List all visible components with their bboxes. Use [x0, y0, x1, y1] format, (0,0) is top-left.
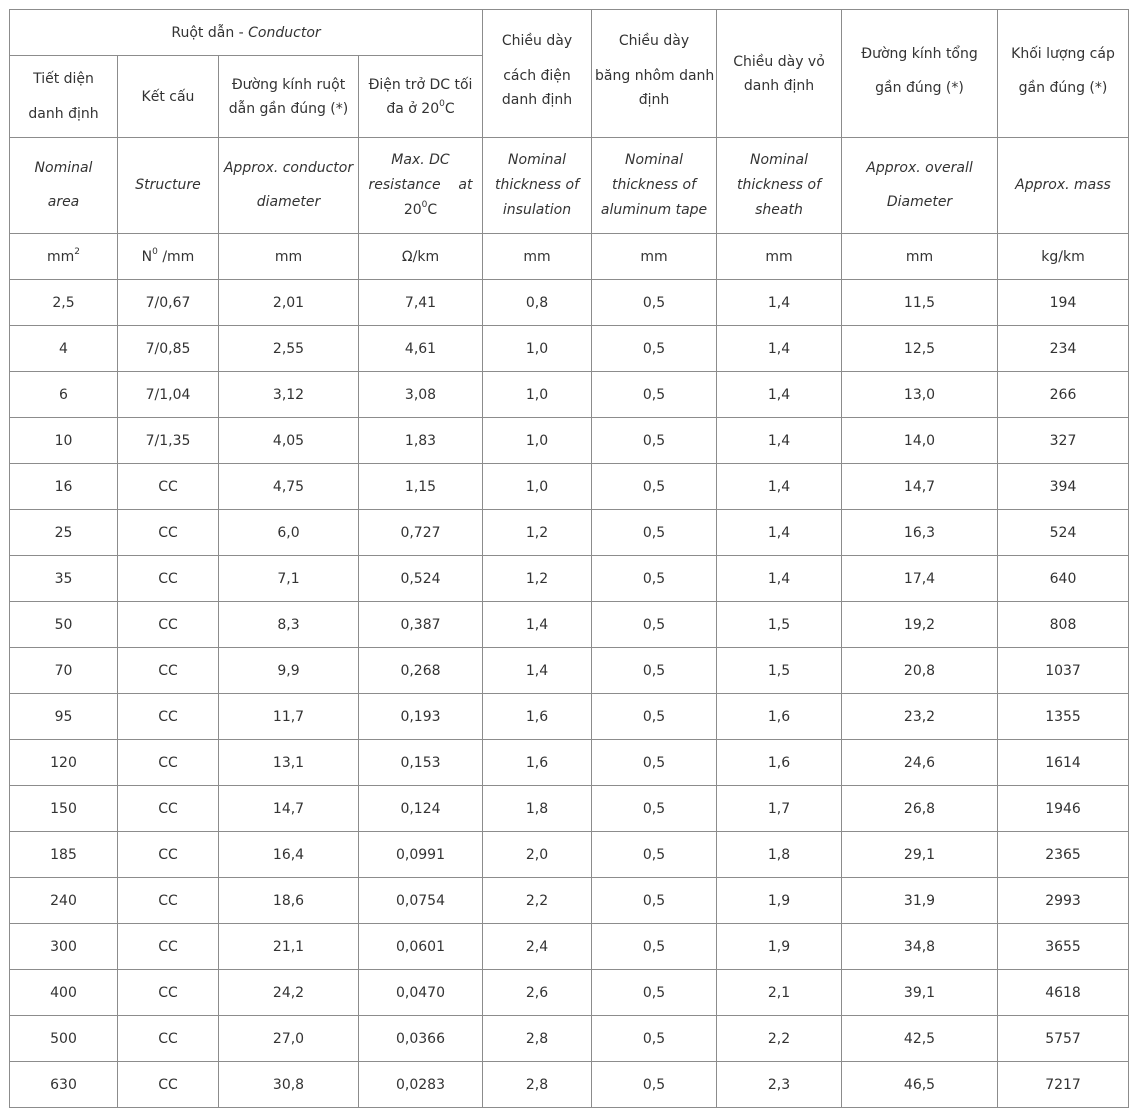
table-cell: 0,0470: [359, 970, 483, 1016]
table-cell: 4618: [998, 970, 1129, 1016]
table-cell: 7/0,67: [118, 280, 219, 326]
header-en-overall-diameter: Approx. overall Diameter: [842, 138, 998, 234]
table-cell: 1,0: [483, 464, 592, 510]
table-cell: 1,9: [717, 924, 842, 970]
unit-insulation-thickness: mm: [483, 234, 592, 280]
table-cell: 14,7: [842, 464, 998, 510]
table-cell: 12,5: [842, 326, 998, 372]
table-cell: 1,4: [483, 648, 592, 694]
table-row: [10, 418, 1129, 464]
header-en-dc-resistance: Max. DC resistance at $20^0C$: [359, 138, 483, 234]
table-cell: 1946: [998, 786, 1129, 832]
table-cell: 0,268: [359, 648, 483, 694]
table-cell: 13,1: [219, 740, 359, 786]
table-row: [10, 602, 1129, 648]
table-cell: 640: [998, 556, 1129, 602]
header-en-nominal-area: Nominal area: [10, 138, 118, 234]
unit-sheath-thickness: mm: [717, 234, 842, 280]
table-cell: 0,5: [592, 1062, 717, 1108]
table-cell: 1037: [998, 648, 1129, 694]
unit-conductor-diameter: mm: [219, 234, 359, 280]
table-cell: 1,4: [717, 372, 842, 418]
table-cell: CC: [118, 602, 219, 648]
table-cell: 500: [10, 1016, 118, 1062]
table-row: [10, 648, 1129, 694]
table-cell: 1,4: [717, 326, 842, 372]
table-cell: 3655: [998, 924, 1129, 970]
table-cell: 1,4: [717, 556, 842, 602]
table-cell: 21,1: [219, 924, 359, 970]
table-cell: 2,3: [717, 1062, 842, 1108]
table-row: [10, 924, 1129, 970]
table-cell: 1,5: [717, 602, 842, 648]
table-cell: CC: [118, 1062, 219, 1108]
table-cell: 16: [10, 464, 118, 510]
table-cell: 2,0: [483, 832, 592, 878]
table-cell: 2,8: [483, 1062, 592, 1108]
table-row: [10, 740, 1129, 786]
table-cell: 2,5: [10, 280, 118, 326]
table-row: [10, 556, 1129, 602]
table-cell: 0,5: [592, 372, 717, 418]
header-en-mass: Approx. mass: [998, 138, 1129, 234]
table-cell: 7,41: [359, 280, 483, 326]
table-cell: 7,1: [219, 556, 359, 602]
table-cell: 0,0754: [359, 878, 483, 924]
table-cell: 150: [10, 786, 118, 832]
unit-aluminum-tape-thickness: mm: [592, 234, 717, 280]
table-cell: 185: [10, 832, 118, 878]
header-en-structure: Structure: [118, 138, 219, 234]
table-cell: 1,6: [717, 694, 842, 740]
table-cell: 327: [998, 418, 1129, 464]
table-cell: 1,0: [483, 418, 592, 464]
table-cell: 5757: [998, 1016, 1129, 1062]
table-cell: 1,8: [483, 786, 592, 832]
table-cell: 2,6: [483, 970, 592, 1016]
header-vn-aluminum-tape-thickness: Chiều dày băng nhôm danh định: [592, 10, 717, 138]
table-cell: CC: [118, 740, 219, 786]
table-cell: 0,5: [592, 740, 717, 786]
table-cell: 1,7: [717, 786, 842, 832]
table-row: [10, 1016, 1129, 1062]
table-row: [10, 786, 1129, 832]
header-group-row: [10, 10, 1129, 56]
table-cell: 29,1: [842, 832, 998, 878]
table-cell: 1,4: [717, 280, 842, 326]
table-cell: 24,2: [219, 970, 359, 1016]
table-cell: 1,0: [483, 326, 592, 372]
table-cell: 4: [10, 326, 118, 372]
table-cell: 95: [10, 694, 118, 740]
table-cell: 2,1: [717, 970, 842, 1016]
table-cell: 0,153: [359, 740, 483, 786]
table-cell: 7/1,04: [118, 372, 219, 418]
table-cell: 1,9: [717, 878, 842, 924]
table-cell: 1,6: [483, 740, 592, 786]
table-cell: 240: [10, 878, 118, 924]
table-cell: 9,9: [219, 648, 359, 694]
table-cell: 2,2: [717, 1016, 842, 1062]
table-cell: 1,2: [483, 556, 592, 602]
table-cell: 70: [10, 648, 118, 694]
table-cell: 0,5: [592, 556, 717, 602]
header-en-sheath-thickness: Nominal thickness of sheath: [717, 138, 842, 234]
unit-mass: kg/km: [998, 234, 1129, 280]
table-cell: 1,15: [359, 464, 483, 510]
table-cell: 630: [10, 1062, 118, 1108]
table-cell: 0,5: [592, 464, 717, 510]
table-row: [10, 326, 1129, 372]
table-cell: 1,4: [717, 464, 842, 510]
table-cell: 0,8: [483, 280, 592, 326]
table-cell: 50: [10, 602, 118, 648]
unit-overall-diameter: mm: [842, 234, 998, 280]
table-cell: 14,0: [842, 418, 998, 464]
table-cell: 14,7: [219, 786, 359, 832]
table-cell: CC: [118, 970, 219, 1016]
table-cell: 1355: [998, 694, 1129, 740]
table-cell: 1,6: [717, 740, 842, 786]
table-row: [10, 878, 1129, 924]
table-cell: 1,83: [359, 418, 483, 464]
table-cell: 6: [10, 372, 118, 418]
table-row: [10, 1062, 1129, 1108]
table-cell: 4,05: [219, 418, 359, 464]
table-cell: 0,5: [592, 970, 717, 1016]
table-cell: 7/1,35: [118, 418, 219, 464]
table-cell: 0,5: [592, 878, 717, 924]
header-en-conductor-diameter: Approx. conductor diameter: [219, 138, 359, 234]
table-cell: 300: [10, 924, 118, 970]
table-cell: 0,5: [592, 418, 717, 464]
header-vn-sheath-thickness: Chiều dày vỏ danh định: [717, 10, 842, 138]
table-cell: 2,01: [219, 280, 359, 326]
header-vn-insulation-thickness: Chiều dày cách điện danh định: [483, 10, 592, 138]
table-cell: 34,8: [842, 924, 998, 970]
table-cell: 0,193: [359, 694, 483, 740]
table-cell: 2,8: [483, 1016, 592, 1062]
header-vn-conductor-diameter: Đường kính ruột dẫn gần đúng (*): [219, 56, 359, 138]
table-cell: 8,3: [219, 602, 359, 648]
table-cell: 35: [10, 556, 118, 602]
table-cell: 0,0991: [359, 832, 483, 878]
table-cell: 808: [998, 602, 1129, 648]
table-cell: 1,4: [483, 602, 592, 648]
table-cell: 25: [10, 510, 118, 556]
table-cell: 7217: [998, 1062, 1129, 1108]
table-cell: CC: [118, 648, 219, 694]
table-cell: 1,0: [483, 372, 592, 418]
table-cell: CC: [118, 694, 219, 740]
table-cell: 10: [10, 418, 118, 464]
table-cell: CC: [118, 878, 219, 924]
table-cell: 0,5: [592, 694, 717, 740]
table-cell: 30,8: [219, 1062, 359, 1108]
header-en-insulation-thickness: Nominal thickness of insulation: [483, 138, 592, 234]
table-cell: CC: [118, 510, 219, 556]
table-cell: 0,0283: [359, 1062, 483, 1108]
table-cell: 6,0: [219, 510, 359, 556]
table-row: [10, 832, 1129, 878]
table-cell: 1,8: [717, 832, 842, 878]
table-cell: 7/0,85: [118, 326, 219, 372]
header-vn-dc-resistance: Điện trở DC tối đa ở $20^0C$: [359, 56, 483, 138]
table-cell: 3,08: [359, 372, 483, 418]
table-cell: 0,124: [359, 786, 483, 832]
table-cell: 11,7: [219, 694, 359, 740]
table-cell: 20,8: [842, 648, 998, 694]
table-cell: 4,75: [219, 464, 359, 510]
table-cell: 1614: [998, 740, 1129, 786]
table-cell: 27,0: [219, 1016, 359, 1062]
table-cell: 0,5: [592, 786, 717, 832]
table-cell: CC: [118, 786, 219, 832]
table-cell: 1,4: [717, 510, 842, 556]
cable-spec-table: [9, 9, 1129, 1108]
table-row: [10, 694, 1129, 740]
table-cell: 18,6: [219, 878, 359, 924]
header-vn-cable-mass: Khối lượng cáp gần đúng (*): [998, 10, 1129, 138]
table-cell: 3,12: [219, 372, 359, 418]
table-cell: 2,2: [483, 878, 592, 924]
table-cell: 0,5: [592, 1016, 717, 1062]
table-cell: 24,6: [842, 740, 998, 786]
table-row: [10, 372, 1129, 418]
table-cell: 400: [10, 970, 118, 1016]
table-cell: 394: [998, 464, 1129, 510]
table-cell: 1,4: [717, 418, 842, 464]
table-cell: 194: [998, 280, 1129, 326]
table-cell: CC: [118, 924, 219, 970]
table-cell: 0,5: [592, 924, 717, 970]
table-cell: 0,0601: [359, 924, 483, 970]
header-vn-overall-diameter: Đường kính tổng gần đúng (*): [842, 10, 998, 138]
header-en-row: [10, 138, 1129, 234]
table-cell: 0,5: [592, 280, 717, 326]
table-cell: 16,3: [842, 510, 998, 556]
table-cell: 2365: [998, 832, 1129, 878]
table-row: [10, 510, 1129, 556]
table-cell: 4,61: [359, 326, 483, 372]
table-cell: 26,8: [842, 786, 998, 832]
table-cell: 0,5: [592, 326, 717, 372]
table-row: [10, 464, 1129, 510]
table-cell: 2993: [998, 878, 1129, 924]
table-cell: 120: [10, 740, 118, 786]
table-row: [10, 970, 1129, 1016]
header-vn-nominal-area: Tiết diện danh định: [10, 56, 118, 138]
table-cell: CC: [118, 464, 219, 510]
table-cell: 2,4: [483, 924, 592, 970]
unit-nominal-area: $mm^2$: [10, 234, 118, 280]
units-row: [10, 234, 1129, 280]
table-cell: 0,5: [592, 510, 717, 556]
table-cell: 0,524: [359, 556, 483, 602]
table-cell: 19,2: [842, 602, 998, 648]
table-cell: 0,5: [592, 648, 717, 694]
table-cell: 11,5: [842, 280, 998, 326]
table-cell: 39,1: [842, 970, 998, 1016]
unit-structure: $N^0$ /mm: [118, 234, 219, 280]
table-cell: 1,5: [717, 648, 842, 694]
table-cell: 13,0: [842, 372, 998, 418]
conductor-group-header: Ruột dẫn - Conductor: [10, 10, 483, 56]
table-cell: 0,727: [359, 510, 483, 556]
table-cell: 234: [998, 326, 1129, 372]
table-cell: 524: [998, 510, 1129, 556]
table-row: [10, 280, 1129, 326]
table-cell: 0,5: [592, 832, 717, 878]
table-cell: 0,0366: [359, 1016, 483, 1062]
table-cell: 1,6: [483, 694, 592, 740]
unit-dc-resistance: Ω/km: [359, 234, 483, 280]
table-cell: 0,5: [592, 602, 717, 648]
table-cell: 23,2: [842, 694, 998, 740]
header-vn-structure: Kết cấu: [118, 56, 219, 138]
table-cell: 16,4: [219, 832, 359, 878]
table-cell: 31,9: [842, 878, 998, 924]
table-cell: CC: [118, 556, 219, 602]
table-cell: 1,2: [483, 510, 592, 556]
table-cell: CC: [118, 832, 219, 878]
table-cell: 266: [998, 372, 1129, 418]
table-cell: 42,5: [842, 1016, 998, 1062]
header-en-aluminum-tape-thickness: Nominal thickness of aluminum tape: [592, 138, 717, 234]
table-cell: 46,5: [842, 1062, 998, 1108]
table-cell: 17,4: [842, 556, 998, 602]
table-cell: 2,55: [219, 326, 359, 372]
table-cell: 0,387: [359, 602, 483, 648]
table-cell: CC: [118, 1016, 219, 1062]
